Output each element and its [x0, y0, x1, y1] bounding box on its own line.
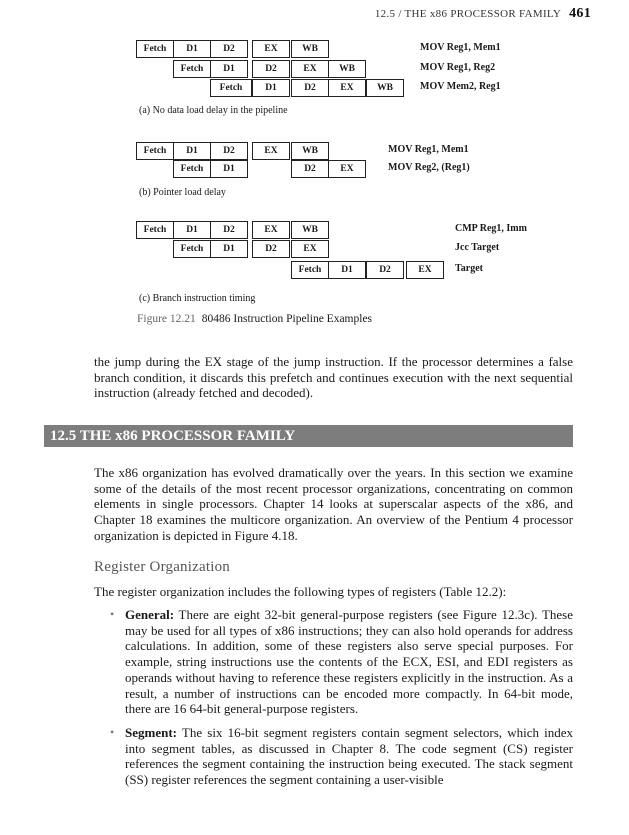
figure-label: Figure 12.21: [137, 313, 196, 325]
stage-cell: Fetch: [173, 60, 211, 78]
instruction-label: Jcc Target: [455, 242, 500, 253]
stage-cell: WB: [291, 142, 329, 160]
figure-caption: [137, 313, 372, 325]
running-title: 12.5 / THE x86 PROCESSOR FAMILY: [374, 8, 562, 20]
stage-cell: D1: [252, 79, 290, 97]
stage-cell: EX: [252, 40, 290, 58]
stage-cell: WB: [291, 40, 329, 58]
bullet-term: General:: [125, 607, 175, 622]
stage-cell: D1: [173, 40, 211, 58]
bullet-icon: •: [110, 725, 115, 739]
stage-cell: EX: [328, 160, 366, 178]
intro-paragraph: the jump during the EX stage of the jump instruction. If the processor determines a false branch condition, it discards this prefetch and continues execution with the next sequential instruction (already fetched and decoded).: [94, 354, 573, 401]
stage-cell: D2: [252, 60, 290, 78]
instruction-label: MOV Mem2, Reg1: [420, 81, 501, 92]
stage-cell: EX: [291, 60, 329, 78]
stage-cell: EX: [252, 142, 290, 160]
stage-cell: D1: [328, 261, 366, 279]
bullet-term: Segment:: [125, 725, 177, 740]
stage-cell: D2: [252, 240, 290, 258]
instruction-label: MOV Reg1, Mem1: [420, 42, 501, 53]
stage-cell: D2: [366, 261, 404, 279]
stage-cell: Fetch: [173, 160, 211, 178]
running-header: [375, 6, 591, 22]
bullet-item-general: [125, 607, 573, 717]
bullet-text: The six 16-bit segment registers contain segment selectors, which index into segment tables, as discussed in Chapter 8. The code segment (CS) register references the segment containing the instruction being executed. The stack segment (SS) register references the segment containing a user-visible: [125, 725, 573, 788]
subsection-heading: Register Organization: [94, 559, 230, 575]
stage-cell: Fetch: [210, 79, 252, 97]
stage-cell: EX: [252, 221, 290, 239]
stage-cell: Fetch: [136, 142, 174, 160]
stage-cell: D1: [173, 221, 211, 239]
diagram-caption: (a) No data load delay in the pipeline: [139, 105, 288, 116]
stage-cell: D2: [210, 142, 248, 160]
instruction-label: CMP Reg1, Imm: [455, 223, 527, 234]
stage-cell: WB: [328, 60, 366, 78]
stage-cell: WB: [291, 221, 329, 239]
stage-cell: Fetch: [291, 261, 329, 279]
stage-cell: EX: [291, 240, 329, 258]
section-paragraph: The x86 organization has evolved dramatically over the years. In this section we examine some of the details of the most recent processor organizations, concentrating on common elements in single processors. Chapter 14 looks at superscalar aspects of the x86, and Chapter 18 examines the multicore organization. An overview of the Pentium 4 processor organization is depicted in Figure 4.18.: [94, 465, 573, 543]
stage-cell: D2: [210, 221, 248, 239]
section-heading: 12.5 THE x86 PROCESSOR FAMILY: [44, 425, 573, 447]
page-number: 461: [569, 6, 591, 21]
bullet-text: There are eight 32-bit general-purpose registers (see Figure 12.3c). These may be used for all types of x86 instructions; they can also hold operands for address calculations. In addition, some of these registers also serve special purposes. For example, string instructions use the contents of the ECX, ESI, and EDI registers as operands without having to reference these registers explicitly in the instruction. As a result, a number of instructions can be encoded more compactly. In 64-bit mode, there are 16 64-bit general-purpose registers.: [125, 607, 574, 717]
stage-cell: D2: [291, 79, 329, 97]
stage-cell: Fetch: [136, 40, 174, 58]
bullet-item-segment: [125, 725, 573, 788]
stage-cell: EX: [406, 261, 444, 279]
subsection-intro: The register organization includes the following types of registers (Table 12.2):: [94, 584, 507, 599]
stage-cell: D1: [210, 60, 248, 78]
instruction-label: MOV Reg1, Mem1: [388, 144, 469, 155]
instruction-label: Target: [455, 263, 483, 274]
instruction-label: MOV Reg2, (Reg1): [388, 162, 470, 173]
stage-cell: EX: [328, 79, 366, 97]
diagram-caption: (b) Pointer load delay: [139, 187, 226, 198]
bullet-icon: •: [110, 607, 115, 621]
stage-cell: D1: [210, 240, 248, 258]
stage-cell: Fetch: [173, 240, 211, 258]
stage-cell: D1: [173, 142, 211, 160]
stage-cell: D2: [210, 40, 248, 58]
figure-title: 80486 Instruction Pipeline Examples: [201, 313, 373, 325]
stage-cell: D1: [210, 160, 248, 178]
diagram-caption: (c) Branch instruction timing: [139, 293, 256, 304]
stage-cell: D2: [291, 160, 329, 178]
stage-cell: WB: [366, 79, 404, 97]
stage-cell: Fetch: [136, 221, 174, 239]
instruction-label: MOV Reg1, Reg2: [420, 62, 496, 73]
